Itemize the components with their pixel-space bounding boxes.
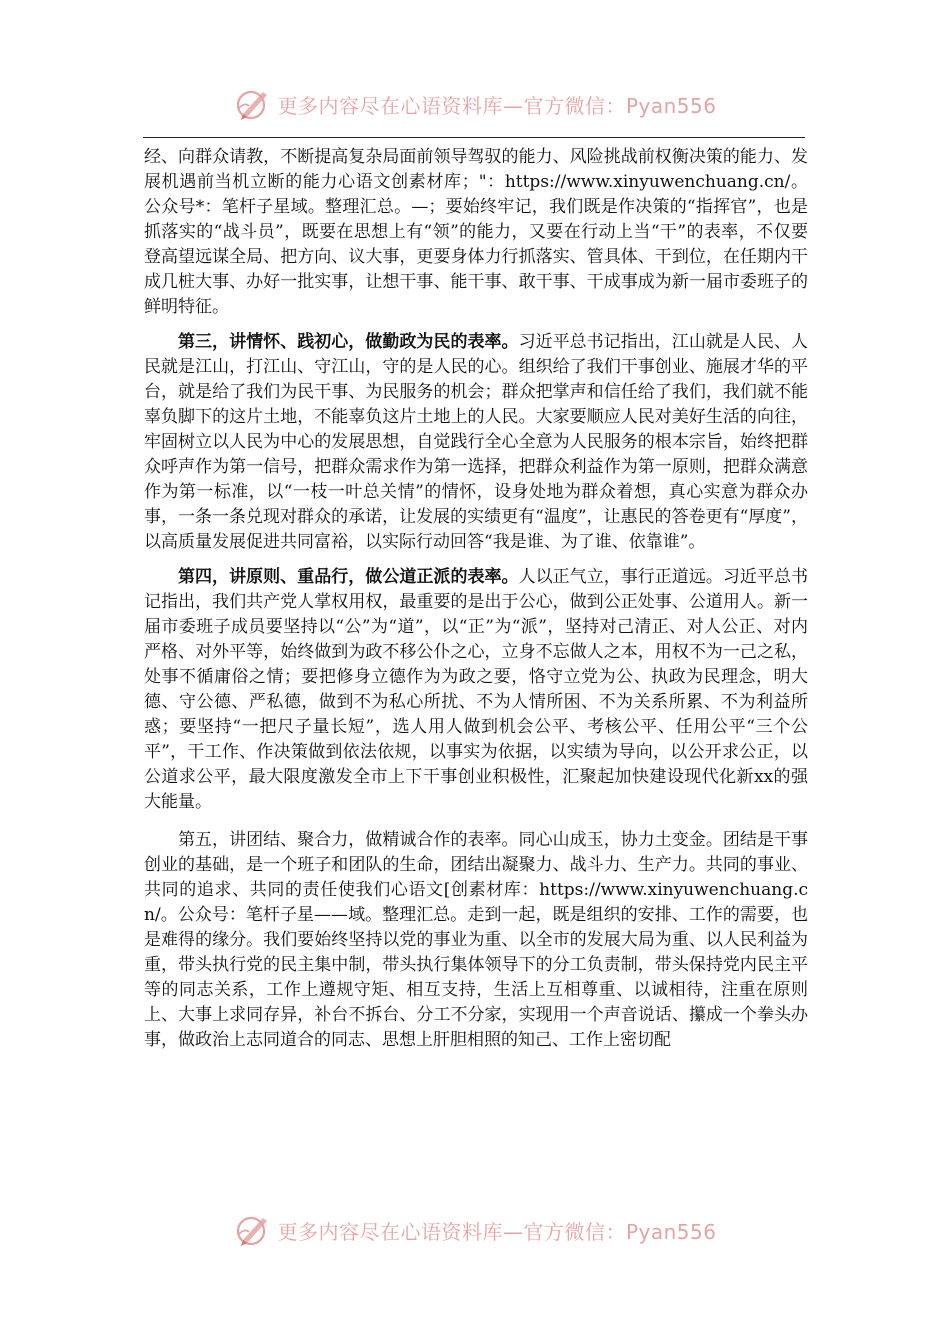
footer-banner-text: 更多内容尽在心语资料库—官方微信：Pyan556 <box>277 1219 717 1244</box>
paragraph-4 <box>144 828 808 1053</box>
paragraph-2-text: 习近平总书记指出，江山就是人民、人民就是江山，打江山、守江山，守的是人民的心。组织给了我们干事创业、施展才华的平台，就是给了我们为民干事、为民服务的机会；群众把掌声和信任给了我们，我们就不能辜负脚下的这片土地，不能辜负这片土地上的人民。大家要顺应人民对美好生活的向往，牢固树立以人民为中心的发展思想，自觉践行全心全意为人民服务的根本宗旨，始终把群众呼声作为第一信号，把群众需求作为第一选择，把群众利益作为第一原则，把群众满意作为第一标准，以“一枝一叶总关情”的情怀，设身处地为群众着想，真心实意为群众办事，一条一条兑现对群众的承诺，让发展的实绩更有“温度”，让惠民的答卷更有“厚度”，以高质量发展促进共同富裕，以实际行动回答“我是谁、为了谁、依靠谁”。 <box>144 332 809 552</box>
paragraph-3-text: 人以正气立，事行正道远。习近平总书记指出，我们共产党人掌权用权，最重要的是出于公心，做到公正处事、公道用人。新一届市委班子成员要坚持以“公”为“道”，以“正”为“派”，坚持对己清正、对人公正、对内严格、对外平等，始终做到为政不移公仆之心，立身不忘做人之本，用权不为一己之私，处事不循庸俗之情；要把修身立德作为为政之要，恪守立党为公、执政为民理念，明大德、守公德、严私德，做到不为私心所扰、不为人情所困、不为关系所累、不为利益所惑；要坚持“一把尺子量长短”，选人用人做到机会公平、考核公平、任用公平“三个公平”，干工作、作决策做到依法依规，以事实为依据，以实绩为导向，以公开求公正，以公道求公平，最大限度激发全市上下干事创业积极性，汇聚起加快建设现代化新xx的强大能量。 <box>144 567 809 812</box>
paragraph-1 <box>144 145 808 320</box>
footer-banner <box>0 1208 950 1252</box>
paragraph-4-text: 第五，讲团结、聚合力，做精诚合作的表率。同心山成玉，协力土变金。团结是干事创业的基础，是一个班子和团队的生命，团结出凝聚力、战斗力、生产力。共同的事业、共同的追求、共同的责任使我们心语文[创素材库：https://www.xinyuwenchuang.cn/。公众号：笔杆子星——域。整理汇总。走到一起，既是组织的安排、工作的需要，也是难得的缘分。我们要始终坚持以党的事业为重、以全市的发展大局为重、以人民利益为重，带头执行党的民主集中制，带头执行集体领导下的分工负责制，带头保持党内民主平等的同志关系，工作上遵规守矩、相互支持，生活上互相尊重、以诚相待，注重在原则上、大事上求同存异，补台不拆台、分工不分家，实现用一个声音说话、攥成一个拳头办事，做政治上志同道合的同志、思想上肝胆相照的知己、工作上密切配 <box>144 830 808 1050</box>
paragraph-2 <box>144 330 808 555</box>
paragraph-3-lead: 第四，讲原则、重品行，做公道正派的表率。 <box>178 567 519 587</box>
header-banner <box>0 82 950 126</box>
paragraph-3 <box>144 565 808 815</box>
pen-logo-icon <box>233 1210 273 1250</box>
paragraph-2-lead: 第三，讲情怀、践初心，做勤政为民的表率。 <box>178 332 519 352</box>
pen-logo-icon <box>233 84 273 124</box>
paragraph-1-text: 经、向群众请教，不断提高复杂局面前领导驾驭的能力、风险挑战前权衡决策的能力、发展机遇前当机立断的能力心语文创素材库；"：https://www.xinyuwenchuang.cn/。公众号*：笔杆子星域。整理汇总。—；要始终牢记，我们既是作决策的“指挥官”，也是抓落实的“战斗员”，既要在思想上有“领”的能力，又要在行动上当“干”的表率，不仅要登高望远谋全局、把方向、议大事，更要身体力行抓落实、管具体、干到位，在任期内干成几桩大事、办好一批实事，让想干事、能干事、敢干事、干成事成为新一届市委班子的鲜明特征。 <box>144 147 808 317</box>
document-body <box>144 145 808 1053</box>
header-divider <box>143 137 805 138</box>
header-banner-text: 更多内容尽在心语资料库—官方微信：Pyan556 <box>277 93 717 118</box>
